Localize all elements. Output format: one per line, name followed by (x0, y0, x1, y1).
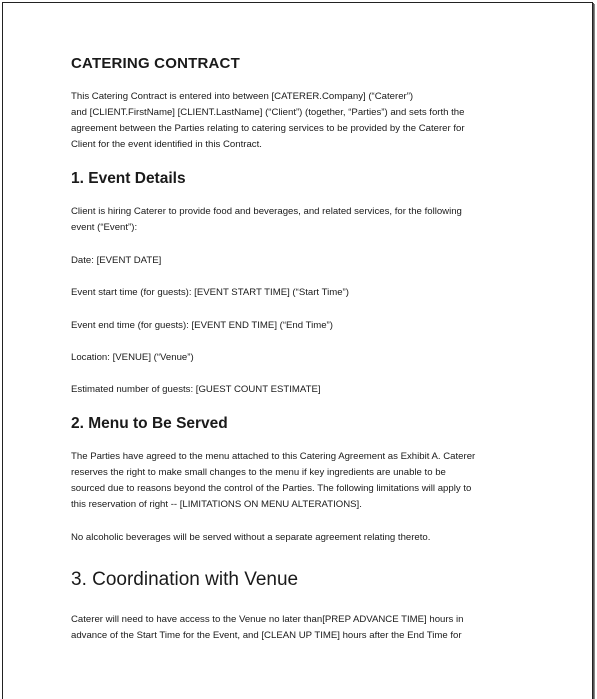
event-guest-count: Estimated number of guests: [GUEST COUNT ESTIMATE] (71, 384, 321, 395)
menu-line: The Parties have agreed to the menu attached to this Catering Agreement as Exhibit A. Caterer (71, 451, 476, 462)
menu-paragraph (71, 449, 541, 513)
venue-paragraph (71, 612, 541, 644)
event-location: Location: [VENUE] (“Venue”) (71, 352, 194, 363)
event-intro-line: Client is hiring Caterer to provide food and beverages, and related services, for the following (71, 206, 462, 217)
intro-line: agreement between the Parties relating to catering services to be provided by the Caterer for (71, 123, 465, 134)
event-intro-paragraph (71, 204, 541, 236)
intro-paragraph (71, 89, 541, 153)
document-title: CATERING CONTRACT (71, 55, 240, 72)
intro-line: and [CLIENT.FirstName] [CLIENT.LastName] (“Client”) (together, “Parties”) and sets forth the (71, 107, 465, 118)
event-end-time: Event end time (for guests): [EVENT END TIME] (“End Time”) (71, 320, 333, 331)
event-date: Date: [EVENT DATE] (71, 255, 162, 266)
event-start-time: Event start time (for guests): [EVENT START TIME] (“Start Time”) (71, 287, 349, 298)
venue-line: advance of the Start Time for the Event, and [CLEAN UP TIME] hours after the End Time for (71, 630, 462, 641)
alcohol-note: No alcoholic beverages will be served without a separate agreement relating thereto. (71, 532, 431, 543)
event-intro-line: event (“Event”): (71, 222, 138, 233)
venue-line: Caterer will need to have access to the Venue no later than[PREP ADVANCE TIME] hours in (71, 614, 464, 625)
section-heading-menu: 2. Menu to Be Served (71, 415, 228, 432)
menu-line: this reservation of right -- [LIMITATIONS ON MENU ALTERATIONS]. (71, 499, 362, 510)
section-heading-event-details: 1. Event Details (71, 170, 186, 187)
section-heading-venue-coordination: 3. Coordination with Venue (71, 569, 299, 590)
document-page (2, 2, 593, 699)
intro-line: Client for the event identified in this Contract. (71, 139, 262, 150)
menu-line: sourced due to reasons beyond the control of the Parties. The following limitations will apply to (71, 483, 472, 494)
menu-line: reserves the right to make small changes to the menu if key ingredients are unable to be (71, 467, 446, 478)
intro-line: This Catering Contract is entered into between [CATERER.Company] (“Caterer”) (71, 91, 414, 102)
